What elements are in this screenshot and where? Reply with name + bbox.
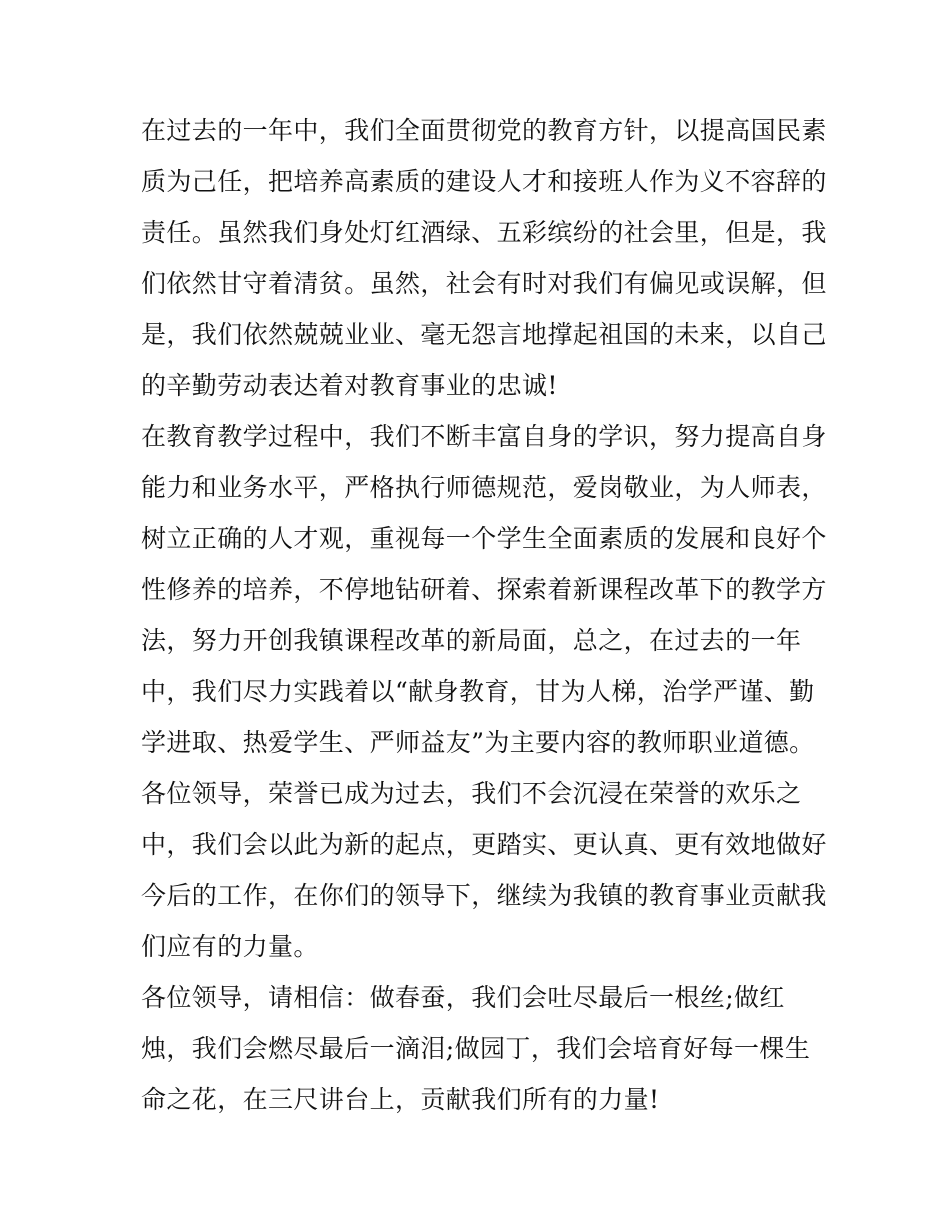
text-line: 在教育教学过程中，我们不断丰富自身的学识，努力提高自身 xyxy=(141,422,827,451)
text-line: 们应有的力量。 xyxy=(141,932,319,961)
paragraph-1 xyxy=(141,105,827,411)
text-line: 是，我们依然兢兢业业、毫无怨言地撑起祖国的未来，以自己 xyxy=(141,320,827,349)
text-line: 学进取、热爱学生、严师益友”为主要内容的教师职业道德。 xyxy=(141,728,815,757)
text-line: 法，努力开创我镇课程改革的新局面，总之，在过去的一年 xyxy=(141,626,802,655)
text-line: 各位领导，请相信：做春蚕，我们会吐尽最后一根丝;做红 xyxy=(141,983,785,1012)
text-line: 能力和业务水平，严格执行师德规范，爱岗敬业，为人师表， xyxy=(141,473,827,502)
text-line: 树立正确的人才观，重视每一个学生全面素质的发展和良好个 xyxy=(141,524,827,553)
text-line: 质为己任，把培养高素质的建设人才和接班人作为义不容辞的 xyxy=(141,167,827,196)
text-line: 中，我们尽力实践着以“献身教育，甘为人梯，治学严谨、勤 xyxy=(141,677,815,706)
text-line: 中，我们会以此为新的起点，更踏实、更认真、更有效地做好 xyxy=(141,830,827,859)
document-body xyxy=(141,105,827,1125)
paragraph-2 xyxy=(141,411,827,768)
text-line: 命之花，在三尺讲台上，贡献我们所有的力量! xyxy=(141,1085,660,1114)
text-line: 们依然甘守着清贫。虽然，社会有时对我们有偏见或误解，但 xyxy=(141,269,827,298)
text-line: 在过去的一年中，我们全面贯彻党的教育方针，以提高国民素 xyxy=(141,116,827,145)
text-line: 的辛勤劳动表达着对教育事业的忠诚! xyxy=(141,371,558,400)
text-line: 烛，我们会燃尽最后一滴泪;做园丁，我们会培育好每一棵生 xyxy=(141,1034,811,1063)
paragraph-3 xyxy=(141,768,827,972)
text-line: 今后的工作，在你们的领导下，继续为我镇的教育事业贡献我 xyxy=(141,881,827,910)
paragraph-4 xyxy=(141,972,821,1125)
text-line: 性修养的培养，不停地钻研着、探索着新课程改革下的教学方 xyxy=(141,575,827,604)
text-line: 各位领导，荣誉已成为过去，我们不会沉浸在荣誉的欢乐之 xyxy=(141,779,802,808)
text-line: 责任。虽然我们身处灯红酒绿、五彩缤纷的社会里，但是，我 xyxy=(141,218,827,247)
